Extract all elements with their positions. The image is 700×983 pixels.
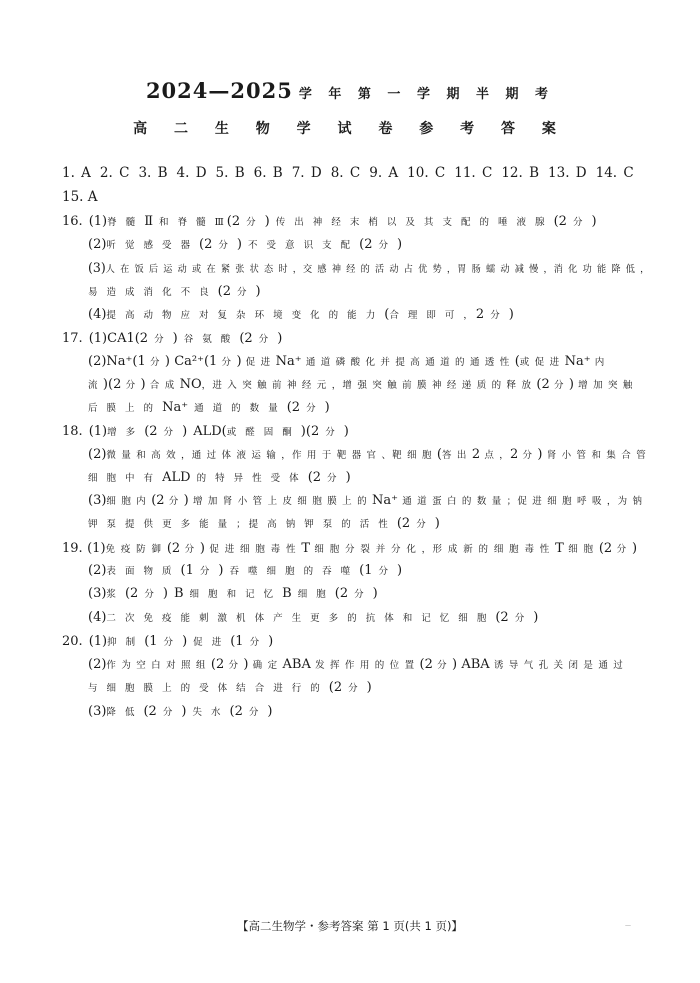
q18-line-2: [88, 445, 647, 466]
mcq-answer: 10. C: [407, 165, 446, 181]
exam-title: [0, 78, 700, 103]
page-footer: 【高二生物学・参考答案 第 1 页(共 1 页)】: [237, 919, 463, 933]
q20-line-2: [88, 655, 624, 676]
q17-line-2c: [88, 398, 330, 419]
q18-text: 钾 泵 提 供 更 多 能 量 ；提 高 钠 钾 泵 的 活 性 (2 分 ): [88, 516, 440, 531]
q17-text: (2)Na⁺(1 分 ) Ca²⁺(1 分 ) 促 进 Na⁺ 通 道 磷 酸 化 并 提 高 通 道 的 通 透 性 (或 促 进 Na⁺ 内: [88, 354, 606, 369]
q18-text: (2)微 量 和 高 效 ，通 过 体 液 运 输 ，作 用 于 靶 器 官 、靶 细 胞 (答 出 2 点 ，2 分 ) 肾 小 管 和 集 合 管: [88, 447, 647, 462]
q17-text: 17. (1)CA1(2 分 ) 谷 氨 酸 (2 分 ): [62, 331, 283, 346]
mcq-answer: 1. A: [62, 165, 91, 181]
q16-line-1: [62, 211, 597, 233]
mcq-answer: 12. B: [501, 165, 540, 181]
q16-line-2: [88, 235, 402, 256]
mcq-answer: 6. B: [253, 165, 283, 181]
exam-term: 学 年 第 一 学 期 半 期 考: [298, 87, 555, 102]
q16-line-3: [88, 259, 650, 280]
q19-text: (2)表 面 物 质 (1 分 ) 吞 噬 细 胞 的 吞 噬 (1 分 ): [88, 563, 403, 578]
q16-text: (2)听 觉 感 受 器 (2 分 ) 不 受 意 识 支 配 (2 分 ): [88, 237, 403, 252]
q16-line-3b: [88, 282, 261, 303]
mcq-answer: 2. C: [99, 165, 130, 181]
q19-text: 19. (1)免 疫 防 御 (2 分 ) 促 进 细 胞 毒 性 T 细 胞 分 裂 并 分 化 ，形 成 新 的 细 胞 毒 性 T 细 胞 (2 分 ): [62, 541, 638, 556]
q20-text: (3)降 低 (2 分 ) 失 水 (2 分 ): [88, 704, 273, 719]
q20-text: 20. (1)抑 制 (1 分 ) 促 进 (1 分 ): [62, 634, 274, 649]
q17-text: 流 )(2 分 ) 合 成 NO，进 入 突 触 前 神 经 元 ，增 强 突 触 前 膜 神 经 递 质 的 释 放 (2 分 ) 增 加 突 触: [88, 377, 634, 392]
q18-text: (3)细 胞 内 (2 分 ) 增 加 肾 小 管 上 皮 细 胞 膜 上 的 Na⁺ 通 道 蛋 白 的 数 量 ；促 进 细 胞 呼 吸 ，为 钠: [88, 493, 644, 508]
q19-line-3: [88, 584, 378, 605]
mcq-answer-last: 15. A: [62, 189, 98, 205]
q18-line-1: [62, 421, 349, 443]
mcq-answer: 4. D: [176, 165, 207, 181]
mcq-answer: 11. C: [454, 165, 493, 181]
mcq-answer: 3. B: [138, 165, 168, 181]
corner-mark: —: [625, 922, 631, 929]
q20-line-3: [88, 702, 272, 723]
mcq-answer: 14. C: [595, 165, 634, 181]
q17-text: 后 膜 上 的 Na⁺ 通 道 的 数 量 (2 分 ): [88, 400, 330, 415]
q19-text: (3)浆 (2 分 ) B 细 胞 和 记 忆 B 细 胞 (2 分 ): [88, 586, 378, 601]
q17-line-2: [88, 352, 605, 373]
mcq-answer: 8. C: [330, 165, 361, 181]
q20-line-1: [62, 631, 273, 653]
mcq-answer: 7. D: [291, 165, 322, 181]
q20-text: 与 细 胞 膜 上 的 受 体 结 合 进 行 的 (2 分 ): [88, 680, 372, 695]
q16-line-4: [88, 305, 514, 326]
q18-text: 18. (1)增 多 (2 分 ) ALD(或 醛 固 酮 )(2 分 ): [62, 424, 349, 439]
q19-line-1: [62, 538, 637, 560]
q16-text: 16. (1)脊 髓 Ⅱ 和 脊 髓 Ⅲ(2 分 ) 传 出 神 经 末 梢 以 及 其 支 配 的 唾 液 腺 (2 分 ): [62, 214, 597, 229]
q18-line-3: [88, 491, 643, 512]
q19-text: (4)二 次 免 疫 能 刺 激 机 体 产 生 更 多 的 抗 体 和 记 忆 细 胞 (2 分 ): [88, 610, 539, 625]
q20-text: (2)作 为 空 白 对 照 组 (2 分 ) 确 定 ABA 发 挥 作 用 的 位 置 (2 分 ) ABA 诱 导 气 孔 关 闭 是 通 过: [88, 657, 624, 672]
q18-text: 细 胞 中 有 ALD 的 特 异 性 受 体 (2 分 ): [88, 470, 351, 485]
mcq-answer: 13. D: [548, 165, 587, 181]
q16-text: (4)提 高 动 物 应 对 复 杂 环 境 变 化 的 能 力 (合 理 即 可 ，2 分 ): [88, 307, 514, 322]
q16-text: 易 造 成 消 化 不 良 (2 分 ): [88, 284, 261, 299]
q19-line-4: [88, 608, 538, 629]
exam-year: 2024—2025: [145, 78, 293, 103]
q16-text: (3)人 在 饭 后 运 动 或 在 紧 张 状 态 时 ，交 感 神 经 的 活 动 占 优 势 ，胃 肠 蠕 动 减 慢 ，消 化 功 能 降 低 ，: [88, 261, 651, 276]
mcq-answer: 9. A: [369, 165, 399, 181]
q17-line-2b: [88, 375, 634, 396]
q20-line-2b: [88, 678, 372, 699]
q19-line-2: [88, 561, 402, 582]
exam-subtitle: 高 二 生 物 学 试 卷 参 考 答 案: [133, 121, 567, 137]
q18-line-3b: [88, 514, 440, 535]
mcq-answers: [62, 163, 643, 183]
q17-line-1: [62, 328, 282, 350]
mcq-answer: 5. B: [215, 165, 245, 181]
q18-line-2b: [88, 468, 351, 489]
